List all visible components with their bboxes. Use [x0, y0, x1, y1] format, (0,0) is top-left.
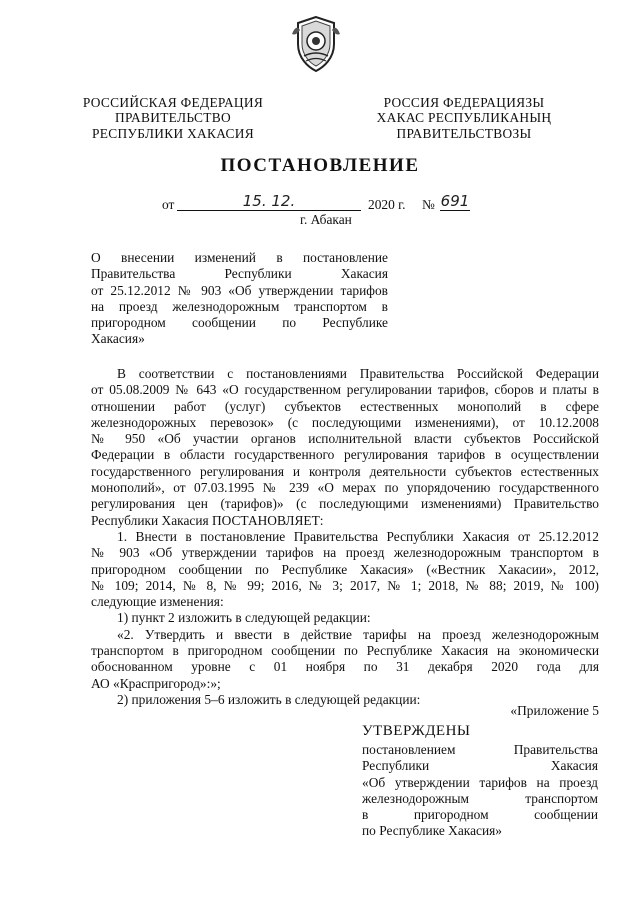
approval-line: железнодорожным транспортом — [362, 790, 598, 806]
approval-line: в пригородном сообщении — [362, 807, 598, 823]
approval-block — [362, 722, 598, 840]
body-line: № 903 «Об утверждении тарифов на проезд железнодорожным транспортом в — [91, 545, 599, 561]
city-label: г. Абакан — [300, 212, 352, 227]
header-right-line: ХАКАС РЕСПУБЛИКАНЫҢ — [376, 110, 552, 126]
body-line: № 950 «Об участии органов исполнительной власти субъектов Российской — [91, 431, 599, 447]
handwritten-date: 15. 12. — [177, 194, 361, 211]
date-prefix: от — [162, 197, 175, 212]
approval-line: по Республике Хакасия» — [362, 823, 502, 839]
header-right-line: РОССИЯ ФЕДЕРАЦИЯЗЫ — [383, 95, 545, 110]
body-line: АО «Краспригород»:»; — [91, 675, 221, 691]
body-line: № 109; 2014, № 8, № 99; 2016, № 3; 2017, № 1; 2018, № 88; 2019, № 100) — [91, 577, 599, 593]
document-subject — [91, 250, 388, 348]
body-line: монополий», от 07.03.1995 № 239 «О мерах по упорядочению государственного — [91, 480, 599, 496]
approval-line: «Об утверждении тарифов на проезд — [362, 774, 598, 790]
coat-of-arms-emblem — [290, 14, 342, 74]
body-line: Федерации в области государственного регулирования тарифов в осуществлении — [91, 447, 599, 463]
approval-heading: УТВЕРЖДЕНЫ — [362, 723, 471, 739]
subject-line: Правительства Республики Хакасия — [91, 266, 388, 282]
body-line: 1. Внести в постановление Правительства Республики Хакасия от 25.12.2012 — [117, 528, 599, 544]
date-number-line — [0, 194, 640, 214]
body-line: пригородном сообщении по Республике Хакасия» («Вестник Хакасии», 2012, — [91, 561, 599, 577]
approval-line: Республики Хакасия — [362, 758, 598, 774]
header-left-line: ПРАВИТЕЛЬСТВО — [115, 110, 231, 126]
body-line: регулирования цен (тарифов)» (с последующими изменениями) Правительство — [91, 496, 599, 512]
subject-line: Хакасия» — [91, 331, 145, 347]
year-label: 2020 г. — [368, 197, 406, 212]
body-line: обоснованном уровне с 01 ноября по 31 декабря 2020 года для — [91, 659, 599, 675]
number-sign: № — [422, 197, 435, 212]
body-line: следующие изменения: — [91, 594, 224, 610]
header-right-block — [354, 95, 574, 141]
header-right-line: ПРАВИТЕЛЬСТВОЗЫ — [396, 125, 532, 141]
header-left-block — [63, 95, 283, 141]
handwritten-number: 691 — [440, 192, 470, 210]
subject-line: от 25.12.2012 № 903 «Об утверждении тарифов — [91, 282, 388, 298]
header-left-line: РОССИЙСКАЯ ФЕДЕРАЦИЯ — [82, 95, 264, 110]
body-line: Республики Хакасия ПОСТАНОВЛЯЕТ: — [91, 512, 324, 528]
subject-line: О внесении изменений в постановление — [91, 250, 388, 265]
body-line: от 05.08.2009 № 643 «О государственном регулировании тарифов, сборов и платы в — [91, 382, 599, 398]
approval-line: постановлением Правительства — [362, 742, 598, 757]
body-line: 1) пункт 2 изложить в следующей редакции: — [117, 610, 371, 626]
header-left-line: РЕСПУБЛИКИ ХАКАСИЯ — [92, 125, 254, 141]
body-line: 2) приложения 5–6 изложить в следующей редакции: — [117, 691, 421, 707]
body-line: В соответствии с постановлениями Правительства Российской Федерации — [117, 366, 599, 381]
body-line: государственного регулирования и контроля деятельности субъектов естественных — [91, 463, 599, 479]
appendix-label: «Приложение 5 — [510, 703, 599, 718]
document-body — [91, 366, 599, 708]
body-line: «2. Утвердить и ввести в действие тарифы на проезд железнодорожным — [117, 626, 599, 642]
subject-line: на проезд железнодорожным транспортом в — [91, 298, 388, 314]
document-title: ПОСТАНОВЛЕНИЕ — [220, 155, 420, 176]
body-line: транспортом в пригородном сообщении по Республике Хакасия на экономически — [91, 643, 599, 659]
body-line: железнодорожных перевозок» (с последующими изменениями), от 10.12.2008 — [91, 414, 599, 430]
subject-line: пригородном сообщении по Республике — [91, 315, 388, 331]
body-line: отношении работ (услуг) субъектов естественных монополий в сфере — [91, 398, 599, 414]
